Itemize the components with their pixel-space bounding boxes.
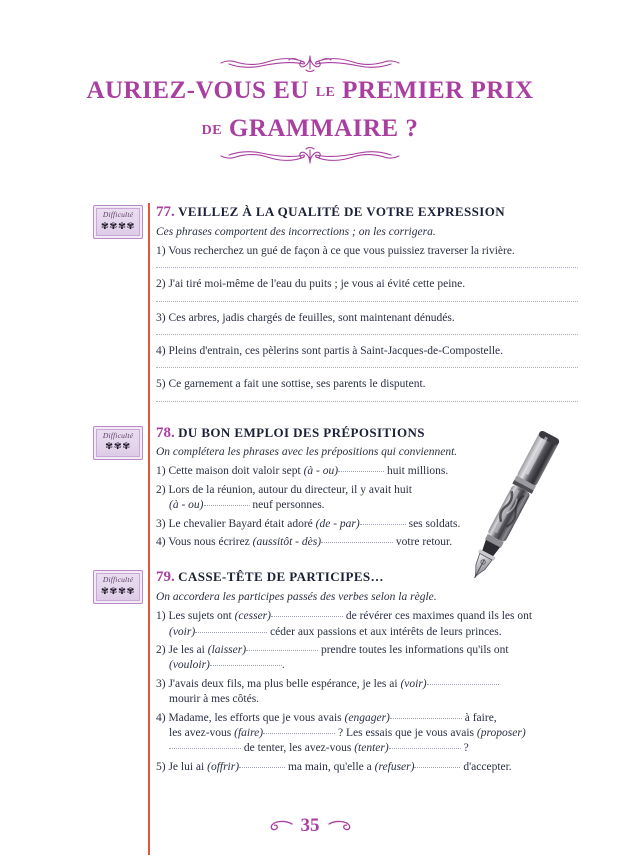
- answer-blank[interactable]: [414, 760, 460, 768]
- exercise-number: 78.: [156, 424, 175, 441]
- page-title-line-2: [0, 116, 620, 142]
- exercise-item: 5) Ce garnement a fait une sottise, ses parents le disputent.: [156, 378, 426, 391]
- answer-blank[interactable]: [321, 535, 393, 543]
- exercise-item: 2) Lors de la réunion, autour du directeur, il y avait huit (à - ou) neuf personnes.: [156, 483, 412, 512]
- exercise-item: 4) Vous nous écrirez (aussitôt - dès) votre retour.: [156, 536, 453, 549]
- answer-blank[interactable]: [389, 741, 461, 749]
- page-title-line-1: [0, 78, 620, 104]
- exercise-item: 5) Je lui ai (offrir) ma main, qu'elle a (refuser) d'accepter.: [156, 760, 512, 773]
- exercise-item: 1) Les sujets ont (cesser) de révérer ces maximes quand ils les ont (voir) céder aux passions et aux intérêts de leurs princes.: [156, 610, 533, 638]
- exercise-number: 79.: [156, 569, 175, 586]
- difficulty-badge-label: Difficulté: [102, 575, 134, 585]
- answer-blank[interactable]: [195, 625, 267, 633]
- swirl-ornament-left-icon: [267, 819, 293, 833]
- exercise-79-items: [156, 609, 578, 775]
- exercise-item: 2) Je les ai (laisser) prendre toutes les informations qu'ils ont (vouloir) .: [156, 643, 509, 672]
- exercise-instruction: On complétera les phrases avec les prépositions qui conviennent.: [156, 446, 458, 459]
- swirl-ornament-right-icon: [328, 819, 354, 833]
- verb-hint: (tenter): [354, 742, 389, 755]
- verb-hint: (à - ou): [303, 465, 339, 478]
- exercise-title: CASSE-TÊTE DE PARTICIPES…: [178, 569, 384, 585]
- exercise-instruction: On accordera les participes passés des verbes selon la règle.: [156, 591, 437, 604]
- answer-blank[interactable]: [427, 677, 499, 685]
- difficulty-stars: ✾✾✾✾: [100, 586, 136, 597]
- exercise-item: 3) Ces arbres, jadis chargés de feuilles, sont maintenant dénudés.: [156, 311, 455, 324]
- title-small-de: DE: [201, 123, 223, 139]
- verb-hint: (cesser): [234, 610, 271, 623]
- verb-hint: (offrir): [207, 760, 240, 773]
- verb-hint: (de - par): [315, 517, 360, 530]
- exercise-number: 77.: [156, 204, 175, 220]
- answer-line[interactable]: [156, 401, 578, 402]
- answer-blank[interactable]: [338, 464, 384, 472]
- exercise-item: 1) Vous recherchez un gué de façon à ce que vous puissiez traverser la rivière.: [156, 244, 515, 257]
- exercise-78-items: [156, 464, 578, 550]
- difficulty-badge-label: Difficulté: [102, 210, 134, 219]
- verb-hint: (engager): [344, 711, 390, 724]
- answer-blank[interactable]: [360, 517, 406, 525]
- answer-blank[interactable]: [271, 609, 343, 617]
- exercise-item: 4) Pleins d'entrain, ces pèlerins sont partis à Saint-Jacques-de-Compostelle.: [156, 344, 503, 357]
- title-part-1: AURIEZ-VOUS EU: [86, 77, 309, 104]
- answer-blank[interactable]: [169, 741, 241, 749]
- exercise-77-heading: [156, 203, 578, 222]
- title-small-le: LE: [315, 85, 336, 100]
- verb-hint: (aussitôt - dès): [252, 536, 322, 549]
- page-number: 35: [300, 815, 320, 836]
- ornament-flourish-top-icon: [0, 52, 620, 74]
- exercise-79: [0, 568, 620, 775]
- exercise-79-heading: [156, 568, 578, 587]
- exercises-container: [0, 203, 620, 778]
- exercise-78-heading: [156, 424, 578, 443]
- answer-line[interactable]: [156, 367, 578, 368]
- verb-hint: (laisser): [207, 643, 247, 656]
- exercise-title: VEILLEZ À LA QUALITÉ DE VOTRE EXPRESSION: [178, 204, 505, 219]
- difficulty-badge-79: [93, 570, 143, 604]
- title-part-2: PREMIER PRIX: [342, 77, 534, 104]
- ornament-flourish-bottom-icon: [0, 145, 620, 167]
- exercise-item: 2) J'ai tiré moi-même de l'eau du puits ; je vous ai évité cette peine.: [156, 278, 466, 291]
- answer-line[interactable]: [156, 301, 578, 302]
- exercise-item: 1) Cette maison doit valoir sept (à - ou) huit millions.: [156, 465, 449, 478]
- verb-hint: (voir): [400, 677, 427, 690]
- title-part-3: GRAMMAIRE ?: [228, 115, 419, 143]
- verb-hint: (vouloir): [169, 659, 210, 672]
- verb-hint: (faire): [234, 726, 264, 739]
- answer-blank[interactable]: [246, 643, 318, 651]
- answer-blank[interactable]: [390, 711, 462, 719]
- exercise-instruction: Ces phrases comportent des incorrections ; on les corrigera.: [156, 225, 436, 238]
- difficulty-stars: ✾✾✾: [105, 442, 131, 453]
- verb-hint: (refuser): [374, 760, 415, 773]
- exercise-item: 3) J'avais deux fils, ma plus belle espérance, je les ai (voir) mourir à mes côtés.: [156, 677, 578, 708]
- difficulty-stars: ✾✾✾✾: [100, 221, 136, 232]
- verb-hint: (voir): [169, 625, 196, 638]
- verb-hint: (proposer): [476, 726, 526, 739]
- exercise-item: 4) Madame, les efforts que je vous avais (engager) à faire, les avez-vous (faire) ? Les essais que je vous avais (proposer) de tenter, les avez-vous (tenter) ?: [156, 711, 526, 755]
- page-header: [0, 52, 620, 167]
- exercise-78: [0, 424, 620, 551]
- answer-blank[interactable]: [239, 760, 285, 768]
- answer-line[interactable]: [156, 267, 578, 268]
- answer-line[interactable]: [156, 334, 578, 335]
- exercise-item: 3) Le chevalier Bayard était adoré (de - par) ses soldats.: [156, 517, 461, 530]
- page-footer: [0, 816, 620, 835]
- difficulty-badge-label: Difficulté: [102, 430, 134, 440]
- exercise-title: DU BON EMPLOI DES PRÉPOSITIONS: [178, 424, 425, 440]
- answer-blank[interactable]: [204, 498, 250, 506]
- difficulty-badge-77: [93, 205, 143, 239]
- answer-blank[interactable]: [263, 726, 335, 734]
- answer-blank[interactable]: [210, 658, 282, 666]
- exercise-77: [0, 203, 620, 402]
- difficulty-badge-78: [93, 426, 143, 460]
- verb-hint: (à - ou): [169, 499, 204, 512]
